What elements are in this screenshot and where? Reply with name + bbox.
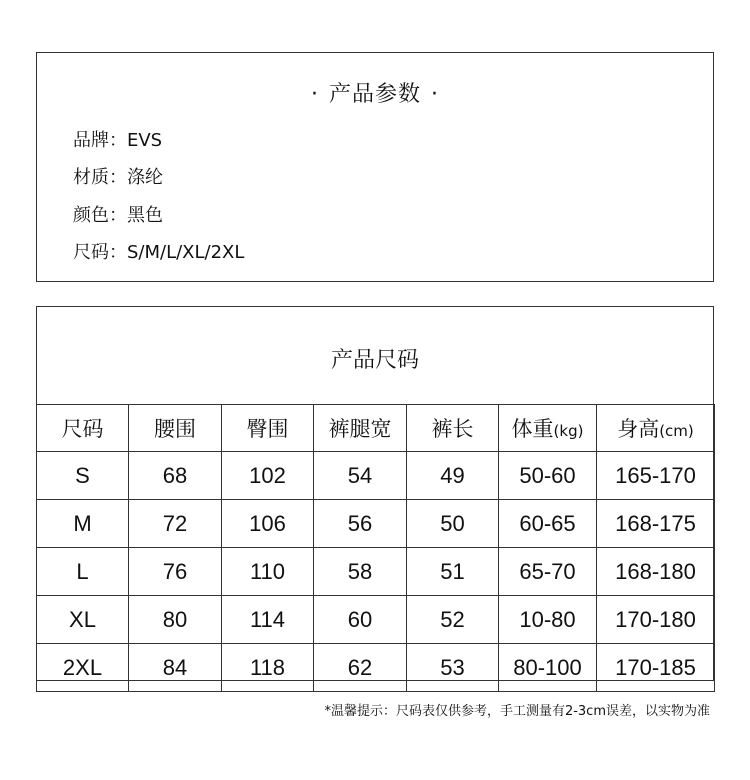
table-cell: 170-185 — [597, 644, 715, 692]
table-cell: 60-65 — [499, 500, 597, 548]
table-cell: 118 — [222, 644, 314, 692]
table-cell: 51 — [407, 548, 499, 596]
table-cell: 114 — [222, 596, 314, 644]
table-cell: 168-180 — [597, 548, 715, 596]
header-leg-width: 裤腿宽 — [314, 405, 407, 452]
param-label: 材质： — [73, 167, 127, 188]
table-cell: M — [37, 500, 129, 548]
table-row — [37, 644, 715, 692]
header-height: 身高(cm) — [597, 405, 715, 452]
header-pants-length: 裤长 — [407, 405, 499, 452]
size-chart-panel — [36, 306, 714, 681]
param-value: S/M/L/XL/2XL — [127, 242, 245, 263]
table-cell: 49 — [407, 452, 499, 500]
table-row — [37, 548, 715, 596]
table-cell: 50-60 — [499, 452, 597, 500]
table-cell: 84 — [129, 644, 222, 692]
table-cell: 102 — [222, 452, 314, 500]
header-hip: 臀围 — [222, 405, 314, 452]
param-value: EVS — [127, 130, 163, 151]
params-title-text: 产品参数 — [328, 82, 421, 107]
table-cell: XL — [37, 596, 129, 644]
param-label: 品牌： — [73, 130, 127, 151]
table-cell: 62 — [314, 644, 407, 692]
size-table — [36, 404, 715, 692]
param-row-material — [73, 163, 163, 189]
table-cell: 58 — [314, 548, 407, 596]
table-cell: S — [37, 452, 129, 500]
param-label: 尺码： — [73, 242, 127, 263]
table-cell: 76 — [129, 548, 222, 596]
table-cell: 50 — [407, 500, 499, 548]
header-weight: 体重(kg) — [499, 405, 597, 452]
param-row-brand — [73, 126, 162, 152]
title-dot-left: · — [310, 82, 319, 107]
header-size: 尺码 — [37, 405, 129, 452]
table-cell: 165-170 — [597, 452, 715, 500]
table-cell: 168-175 — [597, 500, 715, 548]
table-cell: 72 — [129, 500, 222, 548]
product-params-panel — [36, 52, 714, 282]
param-label: 颜色： — [73, 205, 127, 226]
table-cell: 110 — [222, 548, 314, 596]
size-disclaimer: *温馨提示：尺码表仅供参考，手工测量有2-3cm误差，以实物为准 — [324, 704, 710, 719]
table-cell: 80 — [129, 596, 222, 644]
table-cell: 60 — [314, 596, 407, 644]
table-cell: 170-180 — [597, 596, 715, 644]
table-cell: 65-70 — [499, 548, 597, 596]
title-dot-right: · — [431, 82, 439, 107]
table-cell: 52 — [407, 596, 499, 644]
table-cell: 56 — [314, 500, 407, 548]
param-row-sizes — [73, 238, 244, 264]
table-cell: 68 — [129, 452, 222, 500]
table-cell: 80-100 — [499, 644, 597, 692]
table-cell: 106 — [222, 500, 314, 548]
table-cell: 54 — [314, 452, 407, 500]
param-row-color — [73, 201, 163, 227]
table-row — [37, 596, 715, 644]
table-cell: 10-80 — [499, 596, 597, 644]
table-row — [37, 452, 715, 500]
size-chart-title: 产品尺码 — [330, 348, 419, 373]
table-row — [37, 500, 715, 548]
header-waist: 腰围 — [129, 405, 222, 452]
table-cell: 53 — [407, 644, 499, 692]
param-value: 涤纶 — [127, 167, 163, 188]
param-value: 黑色 — [127, 205, 163, 226]
size-table-header-row — [37, 405, 715, 452]
table-cell: 2XL — [37, 644, 129, 692]
params-title — [37, 77, 713, 108]
table-cell: L — [37, 548, 129, 596]
